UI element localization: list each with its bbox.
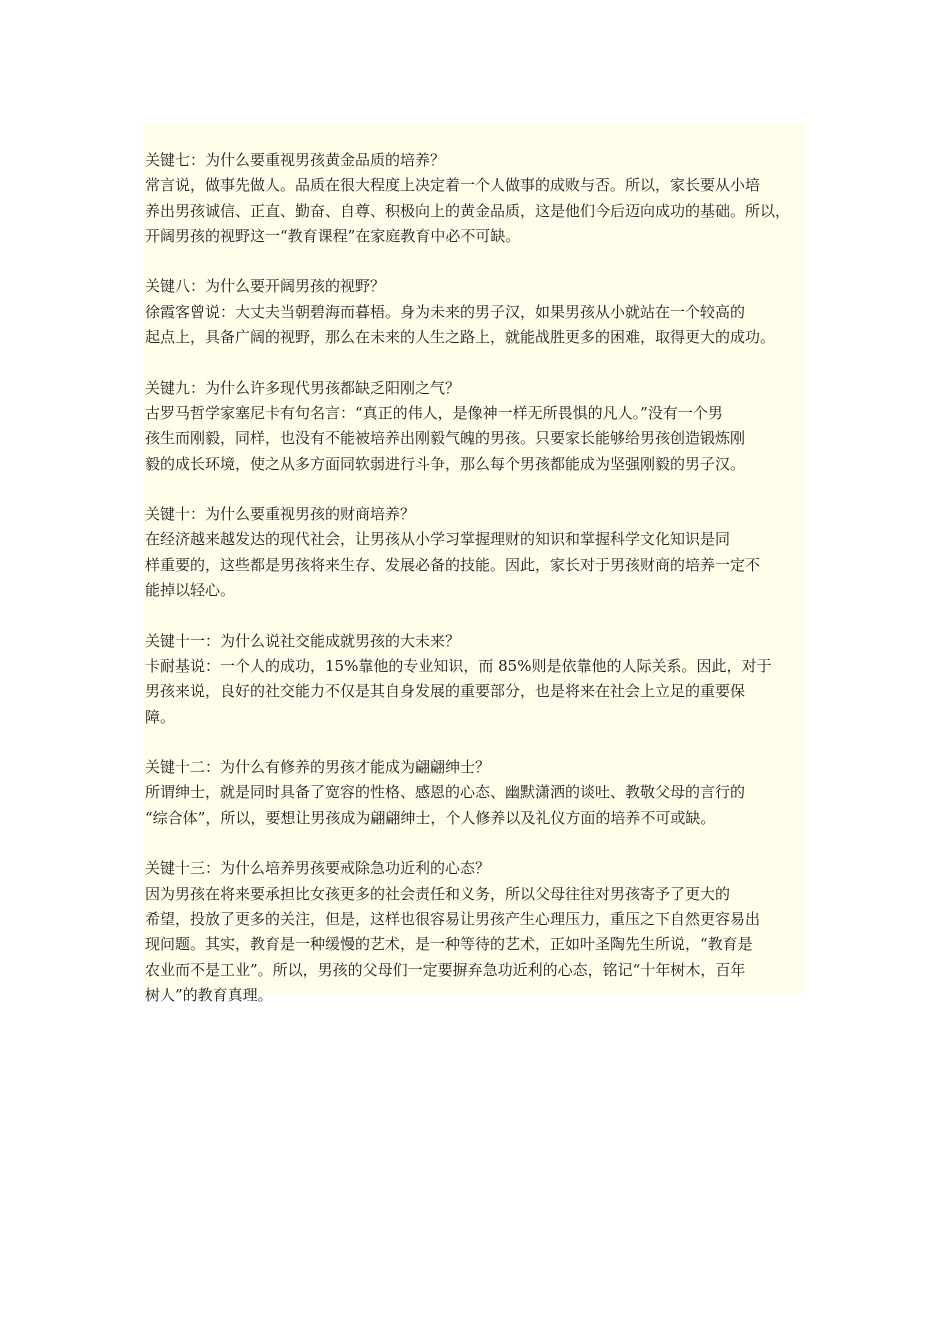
- paragraph-line: 农业而不是工业”。所以，男孩的父母们一定要摒弃急功近利的心态，铭记“十年树木，百年: [145, 960, 746, 979]
- section-key-9: [145, 376, 817, 477]
- paragraph-line: 孩生而刚毅，同样，也没有不能被培养出刚毅气魄的男孩。只要家长能够给男孩创造锻炼刚: [145, 429, 746, 448]
- paragraph-line: 在经济越来越发达的现代社会，让男孩从小学习掌握理财的知识和掌握科学文化知识是同: [145, 530, 731, 549]
- paragraph-line: “综合体”，所以，要想让男孩成为翩翩绅士，个人修养以及礼仪方面的培养不可或缺。: [145, 808, 716, 827]
- article-body: [145, 148, 817, 1008]
- paragraph-line: 障。: [145, 707, 176, 726]
- paragraph-line: 样重要的，这些都是男孩将来生存、发展必备的技能。因此，家长对于男孩财商的培养一定不: [145, 555, 761, 574]
- section-heading: 关键十一：为什么说社交能成就男孩的大未来？: [145, 631, 461, 650]
- section-heading: 关键八：为什么要开阔男孩的视野？: [145, 277, 386, 296]
- section-heading: 关键十：为什么要重视男孩的财商培养？: [145, 505, 416, 524]
- section-key-12: [145, 755, 817, 831]
- paragraph-line: 所谓绅士，就是同时具备了宽容的性格、感恩的心态、幽默潇洒的谈吐、教敬父母的言行的: [145, 783, 746, 802]
- paragraph-line: 常言说，做事先做人。品质在很大程度上决定着一个人做事的成败与否。所以，家长要从小培: [145, 176, 761, 195]
- section-heading: 关键九：为什么许多现代男孩都缺乏阳刚之气？: [145, 378, 461, 397]
- paragraph-line: 古罗马哲学家塞尼卡有句名言：“真正的伟人，是像神一样无所畏惧的凡人。”没有一个男: [145, 403, 723, 422]
- section-heading: 关键十三：为什么培养男孩要戒除急功近利的心态？: [145, 859, 491, 878]
- paragraph-line: 能掉以轻心。: [145, 581, 236, 600]
- paragraph-line: 起点上，具备广阔的视野，那么在未来的人生之路上，就能战胜更多的困难，取得更大的成功。: [145, 328, 776, 347]
- paragraph-line: 卡耐基说：一个人的成功，15%靠他的专业知识，而 85%则是依靠他的人际关系。因此，对于: [145, 656, 772, 675]
- paragraph-line: 养出男孩诚信、正直、勤奋、自尊、积极向上的黄金品质，这是他们今后迈向成功的基础。所以，: [145, 201, 791, 220]
- paragraph-line: 现问题。其实，教育是一种缓慢的艺术，是一种等待的艺术，正如叶圣陶先生所说，“教育是: [145, 935, 753, 954]
- paragraph-line: 因为男孩在将来要承担比女孩更多的社会责任和义务，所以父母往往对男孩寄予了更大的: [145, 884, 731, 903]
- paragraph-line: 男孩来说，良好的社交能力不仅是其自身发展的重要部分，也是将来在社会上立足的重要保: [145, 682, 746, 701]
- section-key-10: [145, 502, 817, 603]
- section-heading: 关键七：为什么要重视男孩黄金品质的培养？: [145, 151, 446, 169]
- section-key-8: [145, 274, 817, 350]
- section-key-11: [145, 629, 817, 730]
- paragraph-line: 徐霞客曾说：大丈夫当朝碧海而暮梧。身为未来的男子汉，如果男孩从小就站在一个较高的: [145, 302, 746, 321]
- section-key-13: [145, 856, 817, 1008]
- paragraph-line: 树人”的教育真理。: [145, 985, 273, 1004]
- section-heading: 关键十二：为什么有修养的男孩才能成为翩翩绅士？: [145, 758, 491, 777]
- section-key-7: [145, 148, 817, 249]
- paragraph-line: 开阔男孩的视野这一“教育课程”在家庭教育中必不可缺。: [145, 226, 521, 245]
- paragraph-line: 希望，投放了更多的关注，但是，这样也很容易让男孩产生心理压力，重压之下自然更容易出: [145, 909, 761, 928]
- paragraph-line: 毅的成长环境，使之从多方面同软弱进行斗争，那么每个男孩都能成为坚强刚毅的男子汉。: [145, 454, 746, 473]
